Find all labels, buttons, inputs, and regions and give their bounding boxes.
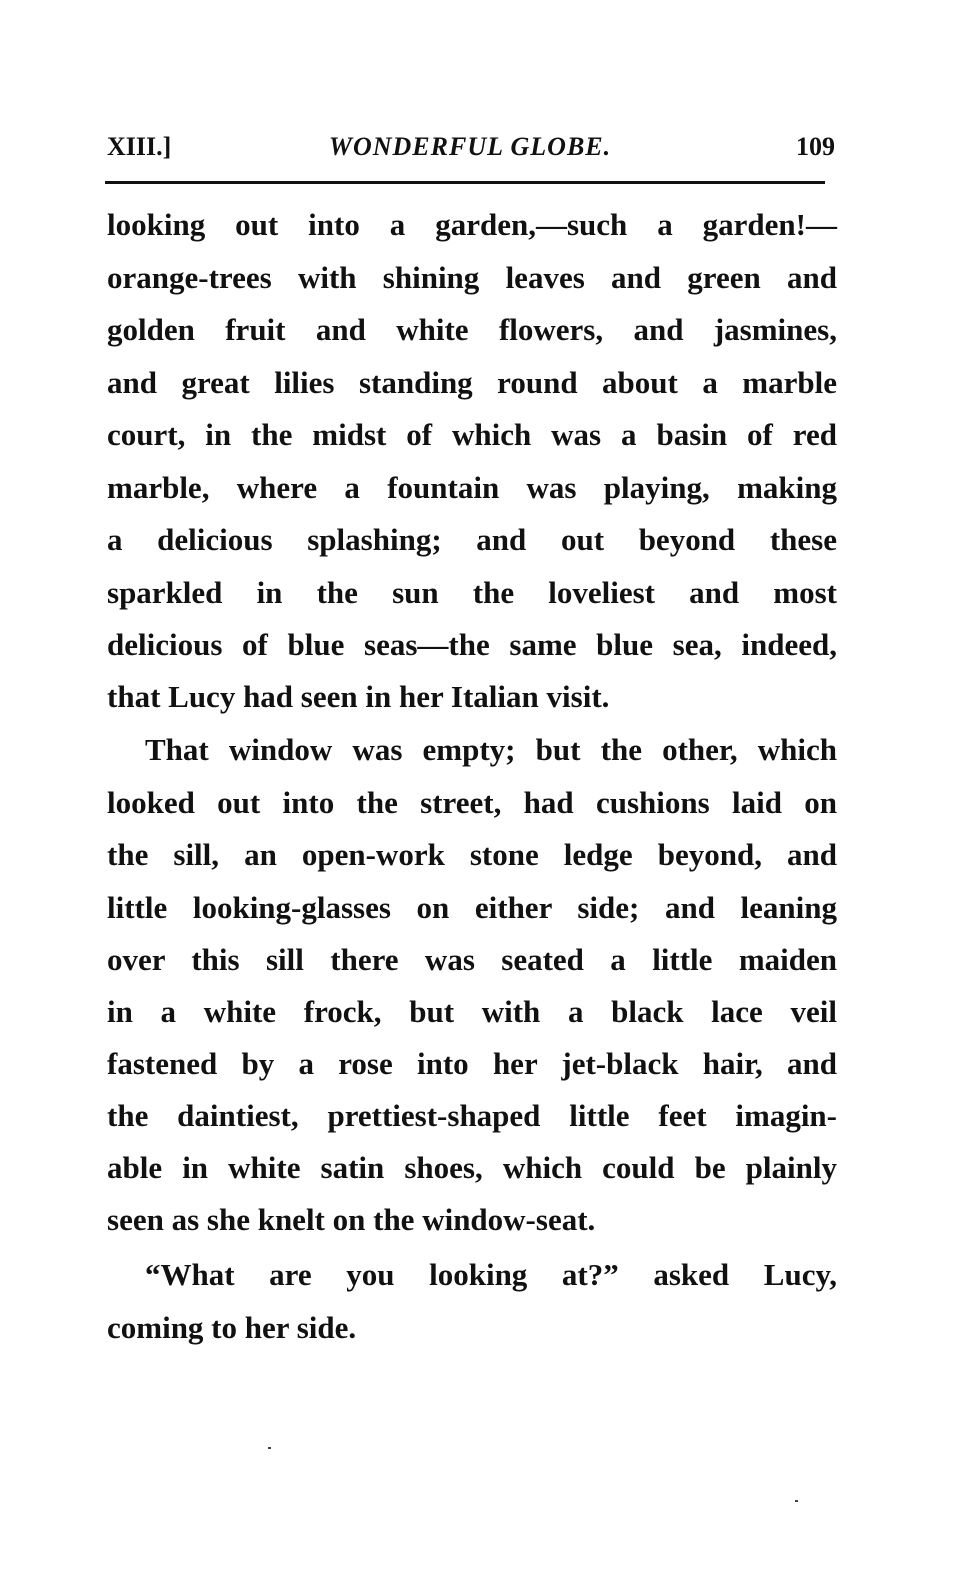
scan-speck — [795, 1500, 798, 1502]
text-line-content: “What are you looking at?” asked Lucy, — [145, 1257, 837, 1292]
text-line — [107, 260, 837, 296]
text-line — [107, 417, 837, 453]
text-line-content: fastened by a rose into her jet-black hair, and — [107, 1046, 837, 1081]
text-line — [107, 1202, 837, 1238]
text-line-content: delicious of blue seas—the same blue sea, indeed, — [107, 627, 837, 662]
text-line-content: coming to her side. — [107, 1310, 357, 1345]
text-line-content: looking out into a garden,—such a garden!— — [107, 207, 837, 242]
text-line-content: orange-trees with shining leaves and green and — [107, 260, 837, 295]
text-line — [107, 1098, 837, 1134]
text-line — [107, 575, 837, 611]
text-line-content: marble, where a fountain was playing, making — [107, 470, 837, 505]
text-line — [107, 785, 837, 821]
chapter-label: XIII.] — [107, 132, 172, 161]
running-title: WONDERFUL GLOBE. — [328, 132, 612, 161]
text-line-content: able in white satin shoes, which could be plainly — [107, 1150, 837, 1185]
page-number: 109 — [796, 132, 835, 161]
text-line-content: little looking-glasses on either side; and leaning — [107, 890, 837, 925]
text-line-content: looked out into the street, had cushions laid on — [107, 785, 837, 820]
text-line-content: That window was empty; but the other, which — [145, 732, 837, 767]
text-line-content: that Lucy had seen in her Italian visit. — [107, 679, 610, 714]
text-line-content: court, in the midst of which was a basin of red — [107, 417, 837, 452]
header-rule — [105, 181, 825, 184]
text-line — [107, 312, 837, 348]
text-line — [145, 732, 837, 768]
text-line-content: a delicious splashing; and out beyond these — [107, 522, 837, 557]
text-line — [107, 942, 837, 978]
text-line — [107, 837, 837, 873]
text-line — [107, 1046, 837, 1082]
text-line-content: sparkled in the sun the loveliest and most — [107, 575, 837, 610]
text-line-content: golden fruit and white flowers, and jasmines, — [107, 312, 837, 347]
text-line — [107, 1310, 837, 1346]
text-line-content: the sill, an open-work stone ledge beyond, and — [107, 837, 837, 872]
text-line-content: in a white frock, but with a black lace veil — [107, 994, 837, 1029]
scan-speck — [268, 1447, 271, 1449]
text-line — [107, 890, 837, 926]
text-line — [107, 679, 837, 715]
text-line — [107, 470, 837, 506]
text-line — [107, 994, 837, 1030]
text-line — [107, 207, 837, 243]
text-line — [107, 627, 837, 663]
text-line — [145, 1257, 837, 1293]
text-line — [107, 1150, 837, 1186]
text-line-content: over this sill there was seated a little maiden — [107, 942, 837, 977]
text-line-content: and great lilies standing round about a marble — [107, 365, 837, 400]
text-line-content: the daintiest, prettiest-shaped little feet imagin- — [107, 1098, 837, 1133]
text-line — [107, 522, 837, 558]
text-line-content: seen as she knelt on the window-seat. — [107, 1202, 596, 1237]
text-line — [107, 365, 837, 401]
